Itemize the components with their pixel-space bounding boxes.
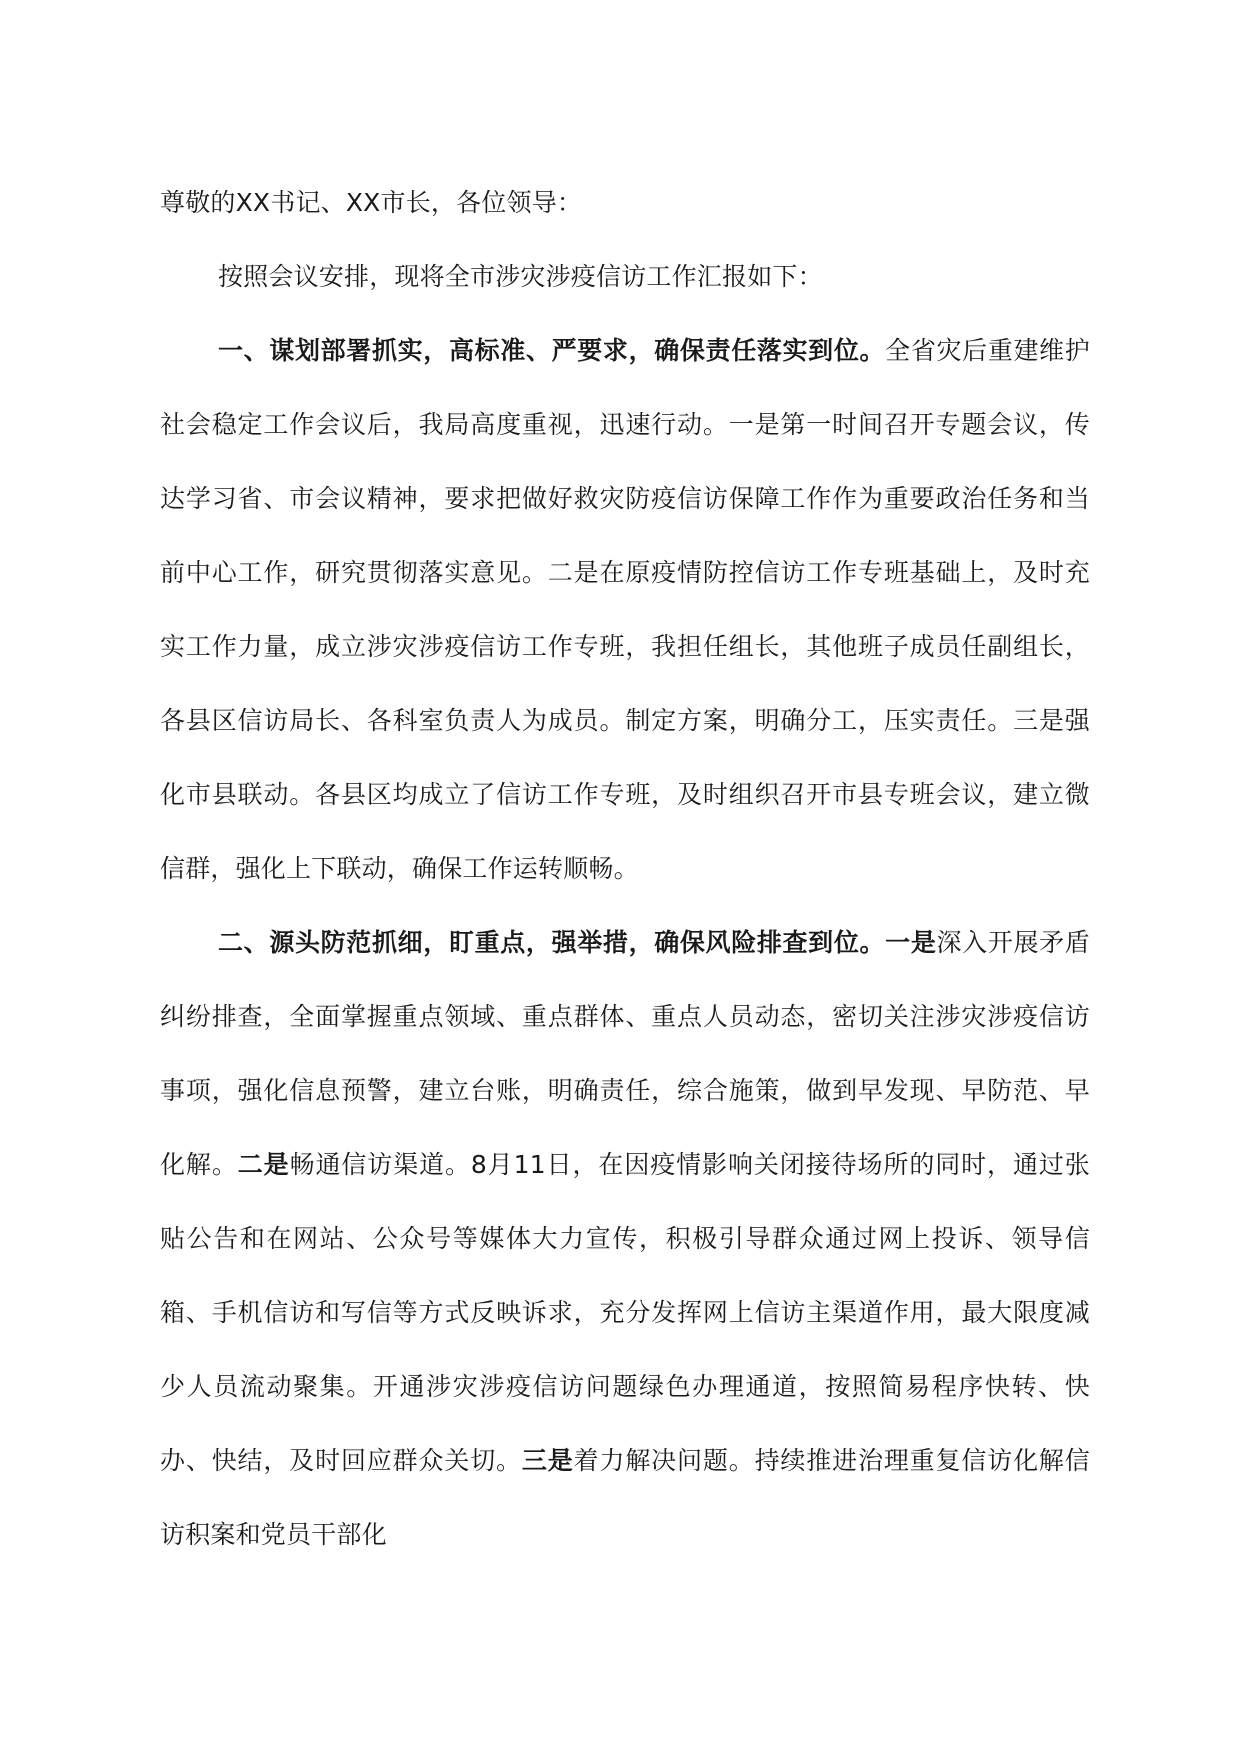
section-2-heading: 二、源头防范抓细，盯重点，强举措，确保风险排查到位。	[218, 928, 886, 957]
section-2-lead-2: 二是	[237, 1150, 290, 1179]
section-2-text-3: 着力解决问题。持续推进治理重复信访化解信访积案和党员干部化	[160, 1446, 1090, 1549]
section-2-text-1: 深入开展矛盾纠纷排查，全面掌握重点领域、重点群体、重点人员动态，密切关注涉灾涉疫信访事项，强化信息预警，建立台账，明确责任，综合施策，做到早发现、早防范、早化解。	[160, 928, 1091, 1179]
section-2-lead-3: 三是	[521, 1446, 574, 1475]
section-2-text-2: 畅通信访渠道。8月11日，在因疫情影响关闭接待场所的同时，通过张贴公告和在网站、公众号等媒体大力宣传，积极引导群众通过网上投诉、领导信箱、手机信访和写信等方式反映诉求，充分发挥网上信访主渠道作用，最大限度减少人员流动聚集。开通涉灾涉疫信访问题绿色办理通道，按照简易程序快转、快办、快结，及时回应群众关切。	[160, 1150, 1090, 1475]
intro-paragraph: 按照会议安排，现将全市涉灾涉疫信访工作汇报如下：	[218, 262, 823, 291]
section-1-body: 全省灾后重建维护社会稳定工作会议后，我局高度重视，迅速行动。一是第一时间召开专题会议，传达学习省、市会议精神，要求把做好救灾防疫信访保障工作作为重要政治任务和当前中心工作，研究贯彻落实意见。二是在原疫情防控信访工作专班基础上，及时充实工作力量，成立涉灾涉疫信访工作专班，我担任组长，其他班子成员任副组长，各县区信访局长、各科室负责人为成员。制定方案，明确分工，压实责任。三是强化市县联动。各县区均成立了信访工作专班，及时组织召开市县专班会议，建立微信群，强化上下联动，确保工作运转顺畅。	[160, 336, 1090, 883]
section-2-lead-1: 一是	[885, 928, 937, 957]
greeting: 尊敬的XX书记、XX市长，各位领导：	[160, 188, 583, 217]
document-body	[160, 166, 1090, 1572]
section-1-paragraph	[160, 314, 1090, 906]
section-1-heading: 一、谋划部署抓实，高标准、严要求，确保责任落实到位。	[218, 336, 886, 365]
section-2-paragraph	[160, 906, 1090, 1572]
